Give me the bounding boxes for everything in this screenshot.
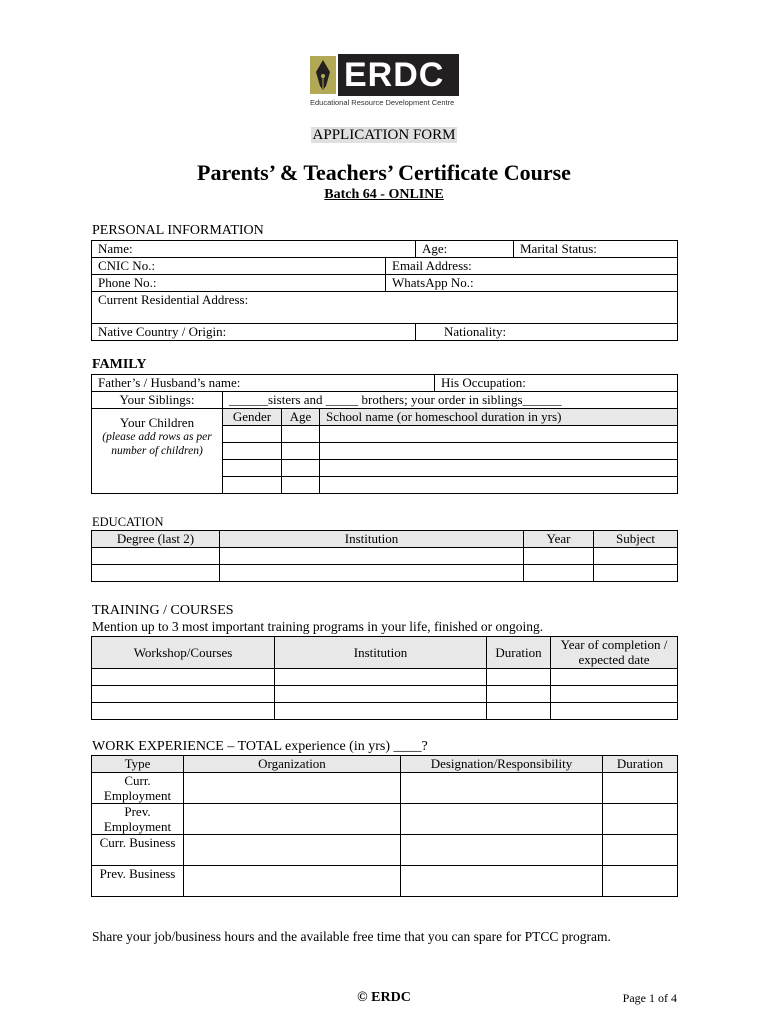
family-heading: FAMILY bbox=[92, 357, 147, 372]
nationality-field[interactable]: Nationality: bbox=[416, 324, 678, 341]
col-workshop: Workshop/Courses bbox=[92, 637, 275, 669]
address-field[interactable]: Current Residential Address: bbox=[92, 292, 678, 324]
erdc-logo bbox=[310, 54, 460, 110]
col-institution: Institution bbox=[220, 531, 524, 548]
col-year: Year bbox=[524, 531, 594, 548]
work-table bbox=[91, 755, 678, 897]
col-duration: Duration bbox=[487, 637, 551, 669]
email-field[interactable]: Email Address: bbox=[386, 258, 678, 275]
table-row bbox=[92, 565, 678, 582]
table-row bbox=[92, 686, 678, 703]
form-label: APPLICATION FORM bbox=[312, 127, 456, 143]
col-institution: Institution bbox=[275, 637, 487, 669]
pen-nib-icon bbox=[310, 56, 336, 94]
col-designation: Designation/Responsibility bbox=[401, 756, 603, 773]
col-organization: Organization bbox=[184, 756, 401, 773]
children-label: Your Children (please add rows as per number of children) bbox=[92, 409, 223, 494]
table-row bbox=[92, 835, 678, 866]
page-title: Parents’ & Teachers’ Certificate Course bbox=[197, 160, 571, 185]
logo-subtitle: Educational Resource Development Centre bbox=[310, 98, 455, 107]
row-type: Curr. Employment bbox=[92, 773, 184, 804]
table-row bbox=[92, 866, 678, 897]
name-field[interactable]: Name: bbox=[92, 241, 416, 258]
row-type: Curr. Business bbox=[92, 835, 184, 866]
native-field[interactable]: Native Country / Origin: bbox=[92, 324, 416, 341]
share-text: Share your job/business hours and the available free time that you can spare for PTCC program. bbox=[92, 929, 611, 944]
training-instruction: Mention up to 3 most important training programs in your life, finished or ongoing. bbox=[92, 619, 544, 634]
table-row bbox=[92, 804, 678, 835]
training-table bbox=[91, 636, 678, 720]
training-heading: TRAINING / COURSES bbox=[92, 603, 234, 618]
whatsapp-field[interactable]: WhatsApp No.: bbox=[386, 275, 678, 292]
col-gender: Gender bbox=[223, 409, 282, 426]
cnic-field[interactable]: CNIC No.: bbox=[92, 258, 386, 275]
col-type: Type bbox=[92, 756, 184, 773]
education-heading: EDUCATION bbox=[92, 515, 164, 529]
siblings-field[interactable]: ______sisters and _____ brothers; your order in siblings______ bbox=[223, 392, 678, 409]
personal-heading: PERSONAL INFORMATION bbox=[92, 223, 264, 238]
marital-field[interactable]: Marital Status: bbox=[514, 241, 678, 258]
col-school: School name (or homeschool duration in yrs) bbox=[320, 409, 678, 426]
logo-wordmark: ERDC bbox=[338, 54, 459, 96]
page-number: Page 1 of 4 bbox=[622, 991, 677, 1005]
col-degree: Degree (last 2) bbox=[92, 531, 220, 548]
col-duration: Duration bbox=[603, 756, 678, 773]
personal-table bbox=[91, 240, 678, 341]
family-table bbox=[91, 374, 678, 494]
batch-label: Batch 64 - ONLINE bbox=[324, 187, 444, 202]
footer-copyright: © ERDC bbox=[357, 990, 411, 1005]
table-row bbox=[92, 669, 678, 686]
father-field[interactable]: Father’s / Husband’s name: bbox=[92, 375, 435, 392]
table-row bbox=[92, 773, 678, 804]
table-row bbox=[92, 548, 678, 565]
table-row bbox=[92, 703, 678, 720]
row-type: Prev. Business bbox=[92, 866, 184, 897]
phone-field[interactable]: Phone No.: bbox=[92, 275, 386, 292]
col-age: Age bbox=[282, 409, 320, 426]
age-field[interactable]: Age: bbox=[416, 241, 514, 258]
row-type: Prev. Employment bbox=[92, 804, 184, 835]
siblings-label: Your Siblings: bbox=[92, 392, 223, 409]
occupation-field[interactable]: His Occupation: bbox=[435, 375, 678, 392]
education-table bbox=[91, 530, 678, 582]
children-note: (please add rows as per number of children) bbox=[102, 431, 212, 457]
col-year-completion: Year of completion / expected date bbox=[551, 637, 678, 669]
col-subject: Subject bbox=[594, 531, 678, 548]
work-heading: WORK EXPERIENCE – TOTAL experience (in yrs) ____? bbox=[92, 739, 428, 754]
